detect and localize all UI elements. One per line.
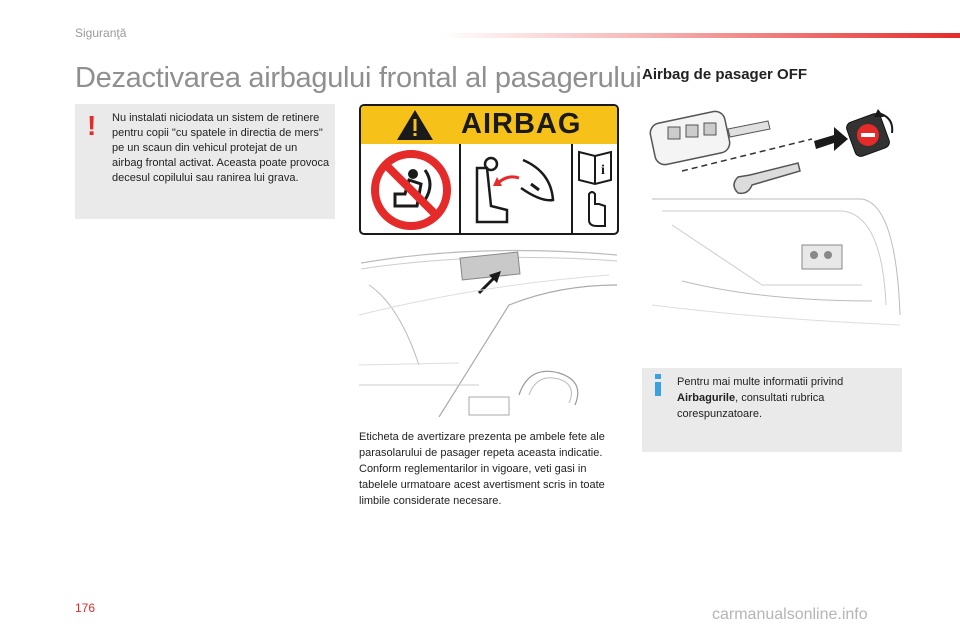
warning-exclamation-icon: ! [87,110,97,141]
section-heading: Airbag de pasager OFF [642,66,808,83]
info-text [677,374,887,422]
info-text-bold: Airbagurile [677,392,736,404]
warning-text: Nu instalati niciodata un sistem de retinere pentru copii "cu spatele in directia de mers" pe un scaun din vehicul protejat de un airbag frontal activat. Aceasta poate provoca decesul copilului sau ranirea lui grava. [112,112,330,184]
warning-box [75,104,335,219]
airbag-label-band [361,106,617,144]
no-rear-facing-child-seat-icon [361,144,459,233]
watermark: carmanualsonline.info [712,606,868,623]
airbag-deploy-cell [459,144,573,233]
airbag-label-word: AIRBAG [461,108,582,140]
svg-text:i: i [601,163,605,178]
info-box [642,368,902,452]
prohibited-child-seat-cell [361,144,459,233]
caption-paragraph-1: Eticheta de avertizare prezenta pe ambele fete ale parasolarului de pasager repeta aceasta indicatie. [359,431,605,459]
caption-paragraph-2: Conform reglementarilor in vigoare, veti gasi in tabelele urmatoare acest avertisment scris in toate limbile considerate necesare. [359,463,605,507]
header-accent-line [440,33,960,38]
airbag-warning-label [359,104,619,235]
info-text-before: Pentru mai multe informatii privind [677,376,844,388]
page-title: Dezactivarea airbagului frontal al pasagerului [75,62,642,94]
sun-visor-illustration [359,245,621,417]
key-switch-illustration [642,105,904,330]
read-manual-icon [573,144,619,233]
page-number: 176 [75,601,96,615]
label-caption [359,429,621,509]
manual-info-cell [571,144,619,233]
airbag-deployment-icon [461,144,573,233]
info-text-after: , consultati rubrica corespunzatoare. [677,392,825,420]
info-icon [654,374,662,396]
section-label: Siguranţă [75,26,127,40]
warning-triangle-icon [395,108,435,142]
